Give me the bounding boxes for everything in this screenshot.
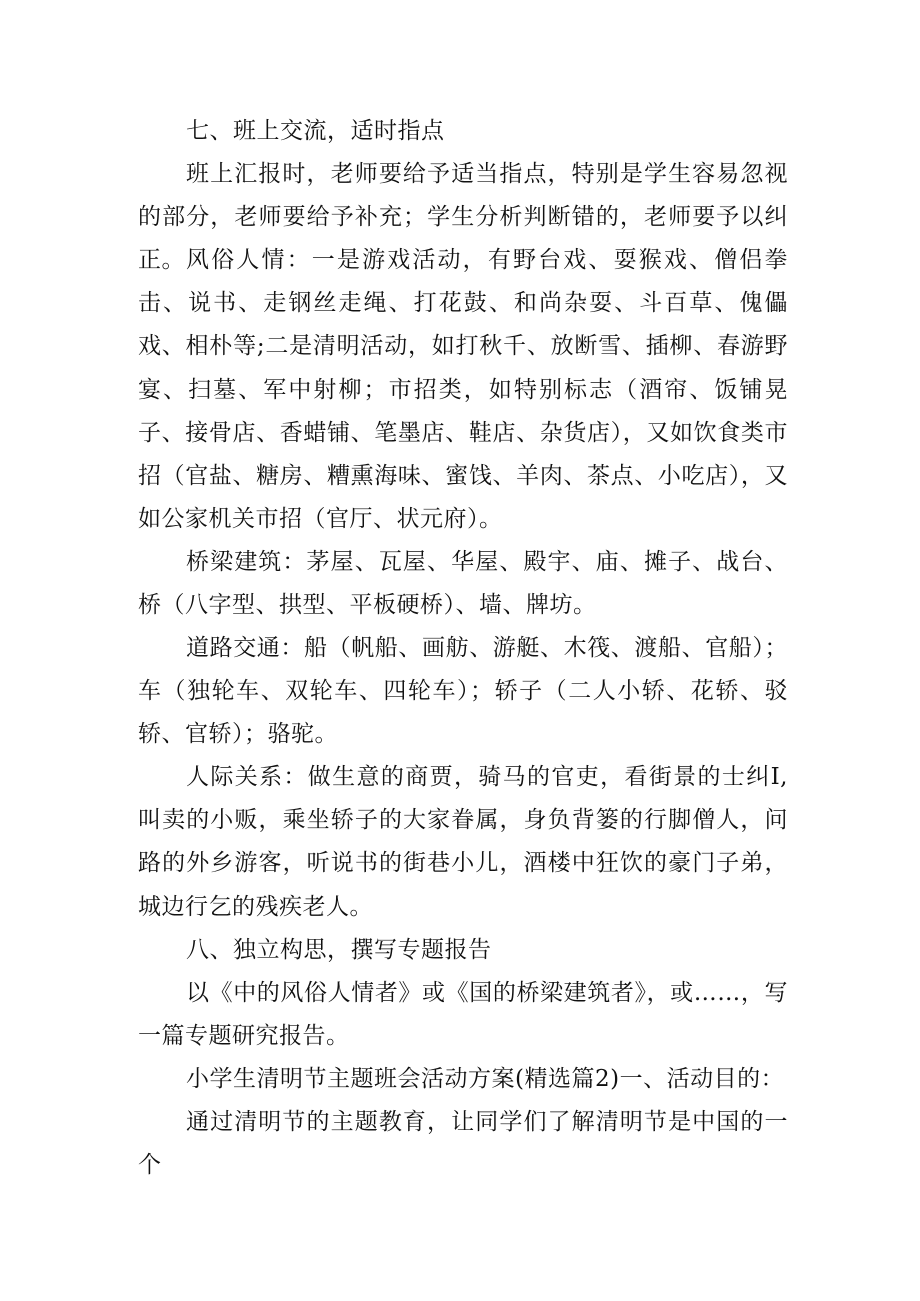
section-heading-7: 七、班上交流，适时指点 [186,118,445,144]
section-heading-8: 八、独立构思，撰写专题报告 [186,937,492,963]
paragraph-activity-purpose: 通过清明节的主题教育，让同学们了解清明节是中国的一个 [138,1109,788,1179]
paragraph-report-writing: 以《中的风俗人情者》或《国的桥梁建筑者》，或……，写一篇专题研究报告。 [138,980,788,1050]
plan-title-line: 小学生清明节主题班会活动方案(精选篇2)一、活动目的： [186,1066,785,1092]
paragraph-relationships: 人际关系：做生意的商贾，骑马的官吏，看街景的士纠I,叫卖的小贩，乘坐轿子的大家眷属，身负背篓的行脚僧人，问路的外乡游客，听说书的街巷小儿，酒楼中狂饮的豪门子弟，城边行乞的残疾老人。 [138,764,788,920]
paragraph-transport: 道路交通：船（帆船、画舫、游艇、木筏、渡船、官船）；车（独轮车、双轮车、四轮车）；轿子（二人小轿、花轿、驳轿、官轿）；骆驼。 [138,635,788,748]
paragraph-customs: 风俗人情：一是游戏活动，有野台戏、耍猴戏、僧侣拳击、说书、走钢丝走绳、打花鼓、和尚杂耍、斗百草、傀儡戏、相朴等;二是清明活动，如打秋千、放断雪、插柳、春游野宴、扫墓、军中射柳；市招类，如特别标志（酒帘、饭铺晃子、接骨店、香蜡铺、笔墨店、鞋店、杂货店），又如饮食类市招（官盐、糖房、糟熏海味、蜜饯、羊肉、茶点、小吃店），又如公家机关市招（官厅、状元府）。 [138,247,788,533]
paragraph-report-guidance: 班上汇报时，老师要给予适当指点，特别是学生容易忽视的部分，老师要给予补充；学生分析判断错的，老师要予以纠正。 [138,161,788,274]
paragraph-bridges-buildings: 桥梁建筑：茅屋、瓦屋、华屋、殿宇、庙、摊子、战台、桥（八字型、拱型、平板硬桥）、墙、牌坊。 [138,549,788,619]
